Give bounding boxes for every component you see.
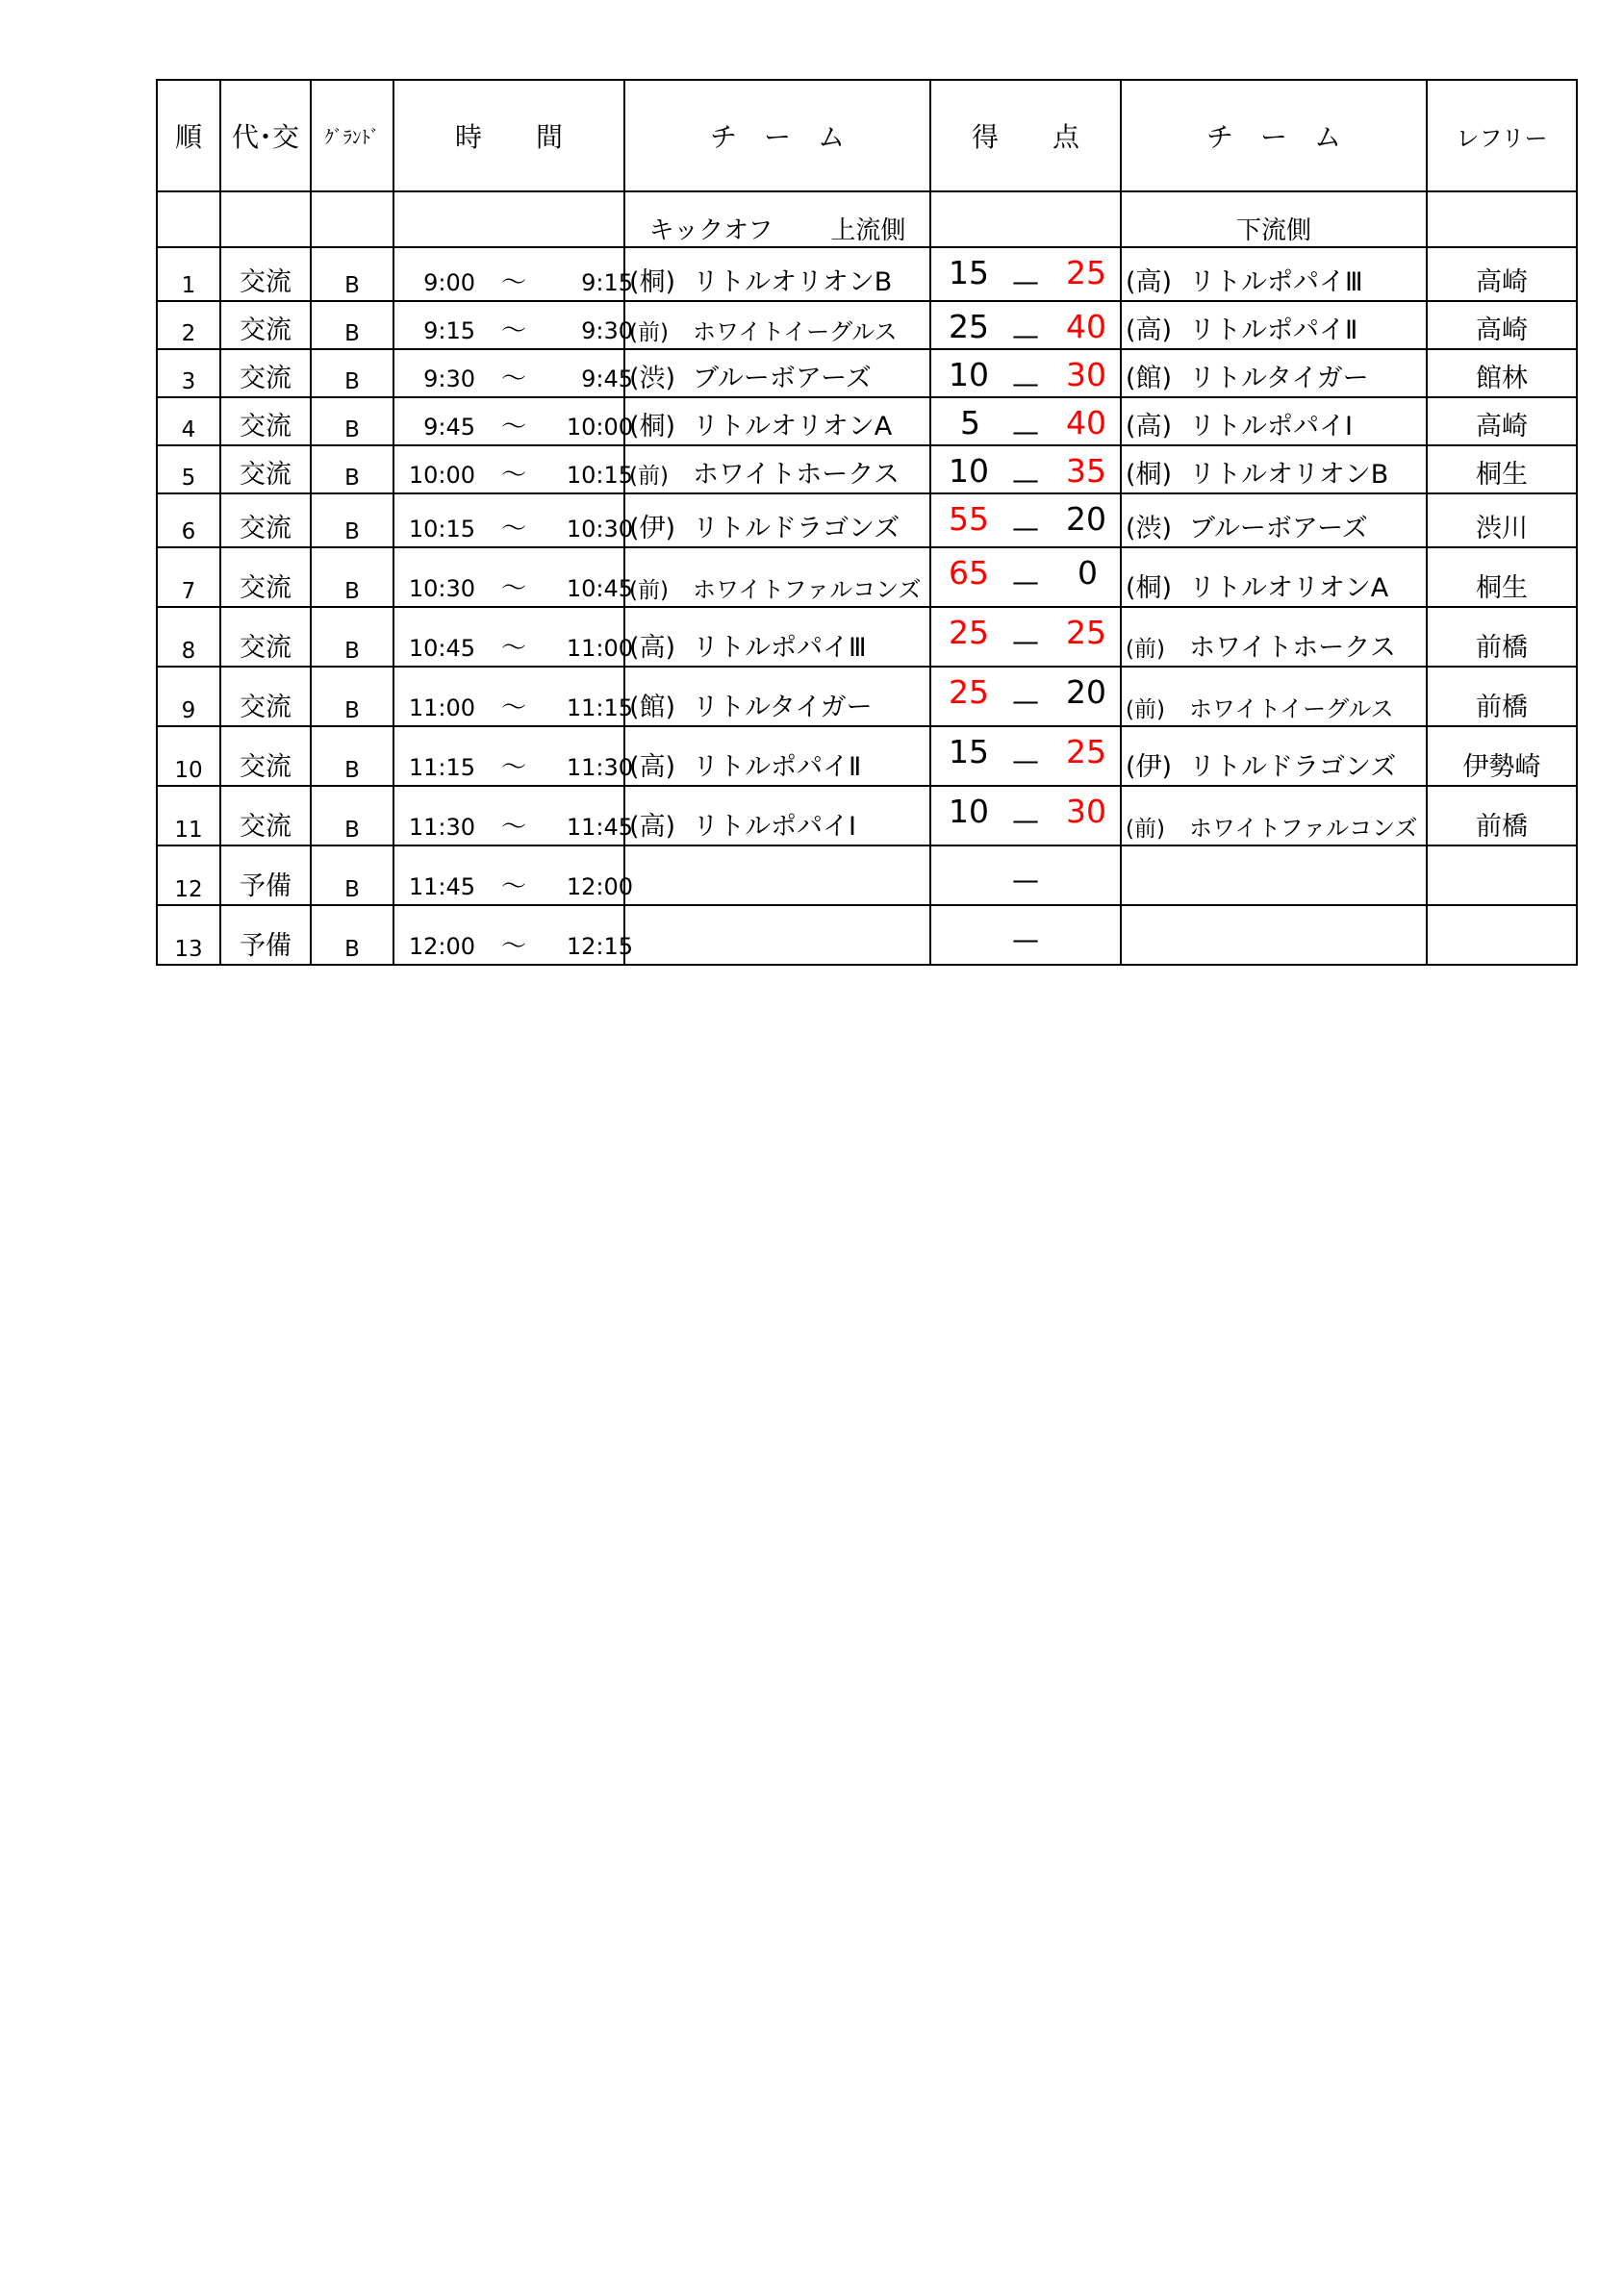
time-separator: ～ <box>500 932 526 961</box>
cell-home-team <box>624 349 930 397</box>
cell-time <box>393 786 633 845</box>
cell-no: 9 <box>157 667 220 726</box>
time-start: 9:00 <box>423 269 475 296</box>
score-away: 40 <box>1066 404 1106 442</box>
cell-away-team <box>1121 607 1427 667</box>
time-start: 10:30 <box>408 575 475 602</box>
cell-ground: B <box>311 349 393 397</box>
cell-referee: 渋川 <box>1427 493 1577 547</box>
score-home: 10 <box>949 356 989 393</box>
away-team-name: リトルポパイⅠ <box>1189 412 1353 442</box>
cell-score <box>930 445 1121 493</box>
home-prefix: (高) <box>629 633 676 663</box>
cell-type: 交流 <box>220 247 311 301</box>
cell-away-team <box>1121 301 1427 349</box>
cell-home-team <box>624 445 930 493</box>
cell-no: 10 <box>157 726 220 786</box>
time-start: 11:45 <box>408 873 475 900</box>
table-row <box>157 607 1577 667</box>
cell-away-team <box>1121 905 1427 965</box>
cell-home-team <box>624 247 930 301</box>
cell-type: 交流 <box>220 786 311 845</box>
cell-time <box>393 547 633 607</box>
cell-time <box>393 726 633 786</box>
home-prefix: (高) <box>629 752 676 782</box>
home-prefix: (前) <box>629 578 669 603</box>
score-dash: — <box>1012 512 1039 543</box>
subheader-away <box>1121 191 1427 247</box>
subheader-empty <box>1427 191 1577 247</box>
cell-referee: 前橋 <box>1427 667 1577 726</box>
cell-score <box>930 247 1121 301</box>
header-team-home: チ ー ム <box>624 80 930 191</box>
table-row <box>157 445 1577 493</box>
cell-referee <box>1427 905 1577 965</box>
table-row <box>157 349 1577 397</box>
score-home: 25 <box>949 673 989 711</box>
time-end: 9:15 <box>581 269 633 296</box>
cell-away-team <box>1121 247 1427 301</box>
cell-type: 交流 <box>220 301 311 349</box>
away-team-name: ホワイトホークス <box>1189 633 1396 663</box>
home-team-name: ホワイトファルコンズ <box>693 576 922 603</box>
table-row <box>157 397 1577 445</box>
cell-ground: B <box>311 786 393 845</box>
time-separator: ～ <box>500 413 526 442</box>
home-prefix: (渋) <box>629 364 676 393</box>
score-away: 20 <box>1066 500 1106 538</box>
header-row <box>157 80 1577 191</box>
time-end: 9:45 <box>581 366 633 392</box>
time-start: 9:45 <box>423 414 475 441</box>
header-no: 順 <box>157 80 220 191</box>
cell-no: 4 <box>157 397 220 445</box>
time-separator: ～ <box>500 634 526 663</box>
cell-no: 6 <box>157 493 220 547</box>
cell-time <box>393 667 633 726</box>
cell-type: 交流 <box>220 726 311 786</box>
cell-ground: B <box>311 301 393 349</box>
time-separator: ～ <box>500 365 526 393</box>
away-prefix: (前) <box>1126 817 1165 842</box>
away-team-name: リトルオリオンB <box>1189 460 1389 490</box>
home-team-name: ホワイトホークス <box>693 460 900 490</box>
away-prefix: (伊) <box>1126 752 1173 782</box>
time-separator: ～ <box>500 872 526 901</box>
header-team-away: チ ー ム <box>1121 80 1427 191</box>
score-dash: — <box>1012 864 1039 896</box>
cell-score <box>930 607 1121 667</box>
time-separator: ～ <box>500 268 526 297</box>
cell-type: 予備 <box>220 845 311 905</box>
cell-home-team <box>624 301 930 349</box>
cell-score <box>930 493 1121 547</box>
subheader-home-side: 上流側 <box>830 216 906 245</box>
cell-referee: 前橋 <box>1427 607 1577 667</box>
time-separator: ～ <box>500 813 526 842</box>
score-dash: — <box>1012 416 1039 447</box>
table-row <box>157 905 1577 965</box>
cell-away-team <box>1121 786 1427 845</box>
score-dash: — <box>1012 319 1039 351</box>
cell-home-team <box>624 786 930 845</box>
cell-time <box>393 397 633 445</box>
cell-referee: 伊勢崎 <box>1427 726 1577 786</box>
cell-no: 2 <box>157 301 220 349</box>
away-team-name: リトルドラゴンズ <box>1189 752 1397 782</box>
header-score: 得 点 <box>930 80 1121 191</box>
cell-home-team <box>624 493 930 547</box>
time-start: 10:00 <box>408 462 475 489</box>
score-dash: — <box>1012 923 1039 955</box>
table-row <box>157 845 1577 905</box>
cell-time <box>393 247 633 301</box>
time-separator: ～ <box>500 316 526 345</box>
score-away: 25 <box>1066 254 1106 291</box>
subheader-row <box>157 191 1577 247</box>
cell-referee: 桐生 <box>1427 547 1577 607</box>
away-prefix: (渋) <box>1126 514 1173 543</box>
cell-time <box>393 905 633 965</box>
time-end: 11:45 <box>566 814 633 841</box>
cell-score <box>930 845 1121 905</box>
score-home: 25 <box>949 614 989 651</box>
table-row <box>157 493 1577 547</box>
home-team-name: ブルーボアーズ <box>693 364 872 393</box>
cell-referee: 前橋 <box>1427 786 1577 845</box>
score-dash: — <box>1012 367 1039 399</box>
cell-ground: B <box>311 905 393 965</box>
home-team-name: リトルドラゴンズ <box>693 514 900 543</box>
cell-time <box>393 607 633 667</box>
header-ground: ｸﾞﾗﾝﾄﾞ <box>311 80 393 191</box>
away-prefix: (前) <box>1126 697 1165 722</box>
table-row <box>157 247 1577 301</box>
away-team-name: ブルーボアーズ <box>1189 514 1368 543</box>
cell-no: 11 <box>157 786 220 845</box>
cell-home-team <box>624 905 930 965</box>
subheader-empty <box>393 191 624 247</box>
score-home: 10 <box>949 793 989 830</box>
score-dash: — <box>1012 464 1039 495</box>
score-home: 25 <box>949 308 989 345</box>
schedule-sheet <box>156 79 1576 966</box>
schedule-table <box>156 79 1578 966</box>
score-away: 25 <box>1066 614 1106 651</box>
time-end: 10:00 <box>566 414 633 441</box>
time-separator: ～ <box>500 753 526 782</box>
header-referee: レフリー <box>1427 80 1577 191</box>
cell-away-team <box>1121 349 1427 397</box>
score-away: 25 <box>1066 733 1106 770</box>
time-start: 11:15 <box>408 754 475 781</box>
cell-type: 交流 <box>220 667 311 726</box>
cell-time <box>393 349 633 397</box>
cell-no: 1 <box>157 247 220 301</box>
away-team-name: ホワイトファルコンズ <box>1189 815 1418 842</box>
cell-ground: B <box>311 445 393 493</box>
away-team-name: リトルタイガー <box>1189 364 1369 393</box>
subheader-empty <box>157 191 220 247</box>
cell-type: 交流 <box>220 607 311 667</box>
cell-score <box>930 667 1121 726</box>
cell-time <box>393 301 633 349</box>
cell-type: 交流 <box>220 493 311 547</box>
cell-score <box>930 547 1121 607</box>
subheader-home <box>624 191 930 247</box>
time-separator: ～ <box>500 461 526 490</box>
time-end: 11:15 <box>566 694 633 721</box>
time-end: 10:45 <box>566 575 633 602</box>
score-dash: — <box>1012 744 1039 776</box>
cell-no: 3 <box>157 349 220 397</box>
time-start: 11:30 <box>408 814 475 841</box>
away-prefix: (高) <box>1126 412 1173 442</box>
subheader-empty <box>311 191 393 247</box>
cell-referee: 桐生 <box>1427 445 1577 493</box>
cell-referee <box>1427 845 1577 905</box>
cell-referee: 高崎 <box>1427 301 1577 349</box>
cell-score <box>930 786 1121 845</box>
home-prefix: (高) <box>629 812 676 842</box>
score-away: 30 <box>1066 356 1106 393</box>
cell-ground: B <box>311 726 393 786</box>
cell-home-team <box>624 667 930 726</box>
cell-ground: B <box>311 247 393 301</box>
cell-no: 13 <box>157 905 220 965</box>
score-home: 15 <box>949 254 989 291</box>
subheader-empty <box>930 191 1121 247</box>
home-team-name: リトルオリオンA <box>693 412 893 442</box>
away-prefix: (館) <box>1126 364 1173 393</box>
away-prefix: (高) <box>1126 315 1173 345</box>
cell-home-team <box>624 845 930 905</box>
cell-score <box>930 301 1121 349</box>
home-prefix: (桐) <box>629 412 676 442</box>
score-dash: — <box>1012 566 1039 597</box>
cell-time <box>393 845 633 905</box>
score-dash: — <box>1012 265 1039 297</box>
cell-ground: B <box>311 667 393 726</box>
score-home: 10 <box>949 452 989 490</box>
time-start: 9:15 <box>423 317 475 344</box>
away-prefix: (高) <box>1126 267 1173 297</box>
cell-score <box>930 726 1121 786</box>
score-away: 40 <box>1066 308 1106 345</box>
away-prefix: (前) <box>1126 637 1165 662</box>
cell-home-team <box>624 607 930 667</box>
cell-type: 交流 <box>220 397 311 445</box>
cell-ground: B <box>311 493 393 547</box>
score-away: 0 <box>1078 554 1098 592</box>
score-home: 15 <box>949 733 989 770</box>
header-type: 代･交 <box>220 80 311 191</box>
cell-ground: B <box>311 547 393 607</box>
cell-home-team <box>624 397 930 445</box>
cell-no: 5 <box>157 445 220 493</box>
away-team-name: ホワイトイーグルス <box>1189 695 1394 722</box>
away-prefix: (桐) <box>1126 573 1173 603</box>
home-prefix: (桐) <box>629 267 676 297</box>
home-team-name: ホワイトイーグルス <box>693 318 898 345</box>
cell-referee: 高崎 <box>1427 247 1577 301</box>
cell-type: 予備 <box>220 905 311 965</box>
time-end: 11:30 <box>566 754 633 781</box>
cell-time <box>393 493 633 547</box>
home-team-name: リトルポパイⅡ <box>693 752 862 782</box>
score-away: 20 <box>1066 673 1106 711</box>
cell-time <box>393 445 633 493</box>
table-row <box>157 301 1577 349</box>
score-dash: — <box>1012 625 1039 657</box>
cell-home-team <box>624 726 930 786</box>
score-home: 55 <box>949 500 989 538</box>
header-time: 時 間 <box>393 80 624 191</box>
cell-away-team <box>1121 493 1427 547</box>
time-separator: ～ <box>500 694 526 722</box>
cell-type: 交流 <box>220 547 311 607</box>
score-home: 5 <box>960 404 980 442</box>
time-start: 9:30 <box>423 366 475 392</box>
score-dash: — <box>1012 685 1039 717</box>
score-home: 65 <box>949 554 989 592</box>
time-start: 10:45 <box>408 635 475 662</box>
home-team-name: リトルポパイⅠ <box>693 812 856 842</box>
cell-ground: B <box>311 845 393 905</box>
home-team-name: リトルポパイⅢ <box>693 633 867 663</box>
away-prefix: (桐) <box>1126 460 1173 490</box>
cell-type: 交流 <box>220 349 311 397</box>
home-prefix: (前) <box>629 320 669 345</box>
cell-home-team <box>624 547 930 607</box>
subheader-empty <box>220 191 311 247</box>
cell-score <box>930 397 1121 445</box>
home-prefix: (館) <box>629 693 676 722</box>
time-separator: ～ <box>500 574 526 603</box>
cell-away-team <box>1121 397 1427 445</box>
time-end: 12:00 <box>566 873 633 900</box>
cell-away-team <box>1121 845 1427 905</box>
score-dash: — <box>1012 804 1039 836</box>
home-prefix: (伊) <box>629 514 676 543</box>
time-end: 10:30 <box>566 516 633 542</box>
time-end: 12:15 <box>566 933 633 960</box>
cell-no: 8 <box>157 607 220 667</box>
time-start: 10:15 <box>408 516 475 542</box>
cell-type: 交流 <box>220 445 311 493</box>
time-end: 10:15 <box>566 462 633 489</box>
cell-ground: B <box>311 607 393 667</box>
subheader-away-side: 下流側 <box>1235 216 1311 245</box>
cell-score <box>930 349 1121 397</box>
cell-score <box>930 905 1121 965</box>
time-end: 9:30 <box>581 317 633 344</box>
cell-no: 12 <box>157 845 220 905</box>
time-start: 11:00 <box>408 694 475 721</box>
cell-ground: B <box>311 397 393 445</box>
time-start: 12:00 <box>408 933 475 960</box>
time-end: 11:00 <box>566 635 633 662</box>
cell-referee: 館林 <box>1427 349 1577 397</box>
cell-no: 7 <box>157 547 220 607</box>
table-row <box>157 786 1577 845</box>
time-separator: ～ <box>500 515 526 543</box>
subheader-kickoff: キックオフ <box>648 216 773 245</box>
away-team-name: リトルポパイⅢ <box>1189 267 1363 297</box>
home-team-name: リトルオリオンB <box>693 267 893 297</box>
away-team-name: リトルポパイⅡ <box>1189 315 1358 345</box>
table-row <box>157 726 1577 786</box>
home-prefix: (前) <box>629 464 669 489</box>
cell-away-team <box>1121 445 1427 493</box>
table-row <box>157 547 1577 607</box>
cell-away-team <box>1121 726 1427 786</box>
away-team-name: リトルオリオンA <box>1189 573 1389 603</box>
home-team-name: リトルタイガー <box>693 693 873 722</box>
score-away: 30 <box>1066 793 1106 830</box>
cell-referee: 高崎 <box>1427 397 1577 445</box>
cell-away-team <box>1121 667 1427 726</box>
score-away: 35 <box>1066 452 1106 490</box>
cell-away-team <box>1121 547 1427 607</box>
table-row <box>157 667 1577 726</box>
